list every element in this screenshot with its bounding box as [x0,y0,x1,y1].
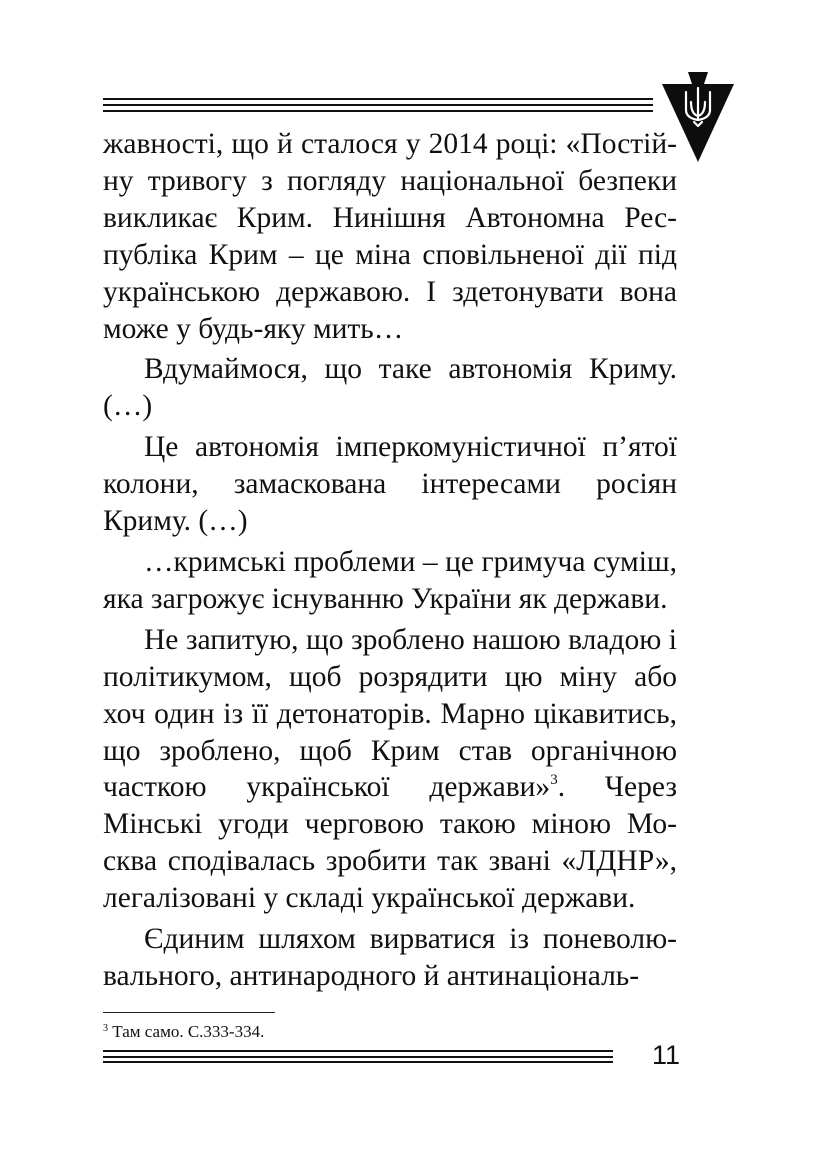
footer-rule-line [103,1056,613,1058]
footer-rule [103,1050,613,1063]
paragraph-text: . Через Мінські угоди черговою такою міною Москва сподівалась зробити так звані «ЛДНР», легалізовані у складі української держави. [103,771,677,915]
paragraph: …кримські проблеми – це гримуча суміш, яка загрожує існуванню України як держави. [103,545,677,615]
header-rule [103,98,653,112]
body-text [103,126,677,999]
footer-rule-line [103,1050,613,1052]
paragraph [103,622,677,917]
paragraph: жавності, що й сталося у 2014 році: «Постійну тривогу з погляду національної безпеки викликає Крим. Нинішня Автономна Республіка Крим – це міна сповільненої дії під українською державою. І здетонувати вона може у будь-яку мить… [103,128,677,345]
header-rule-line [103,104,653,106]
header-rule-line [103,110,653,112]
paragraph-text: Не запитую, що зроблено нашою владою і політикумом, щоб розрядити цю міну або хоч один із її детонаторів. Марно цікавитись, що зроблено, щоб Крим став органічною часткою української держави» [103,623,677,804]
footnote [103,1021,663,1043]
footnote-text: Там само. С.333-334. [108,1022,265,1041]
footnote-rule [103,1012,275,1013]
header-rule-line [103,98,653,100]
paragraph: Єдиним шляхом вирватися із поневолювального, антинародного й антинаціональ- [103,923,677,992]
paragraph: Це автономія імперкомуністичної п’ятої колони, замаскована інтересами росіян Криму. (…) [103,431,677,538]
footer-rule-line [103,1061,613,1063]
footnote-marker: 3 [103,1023,108,1034]
footnote-reference: 3 [550,772,558,789]
paragraph: Вдумаймося, що таке автономія Криму. (…) [103,353,677,423]
page-number: 11 [651,1040,680,1070]
